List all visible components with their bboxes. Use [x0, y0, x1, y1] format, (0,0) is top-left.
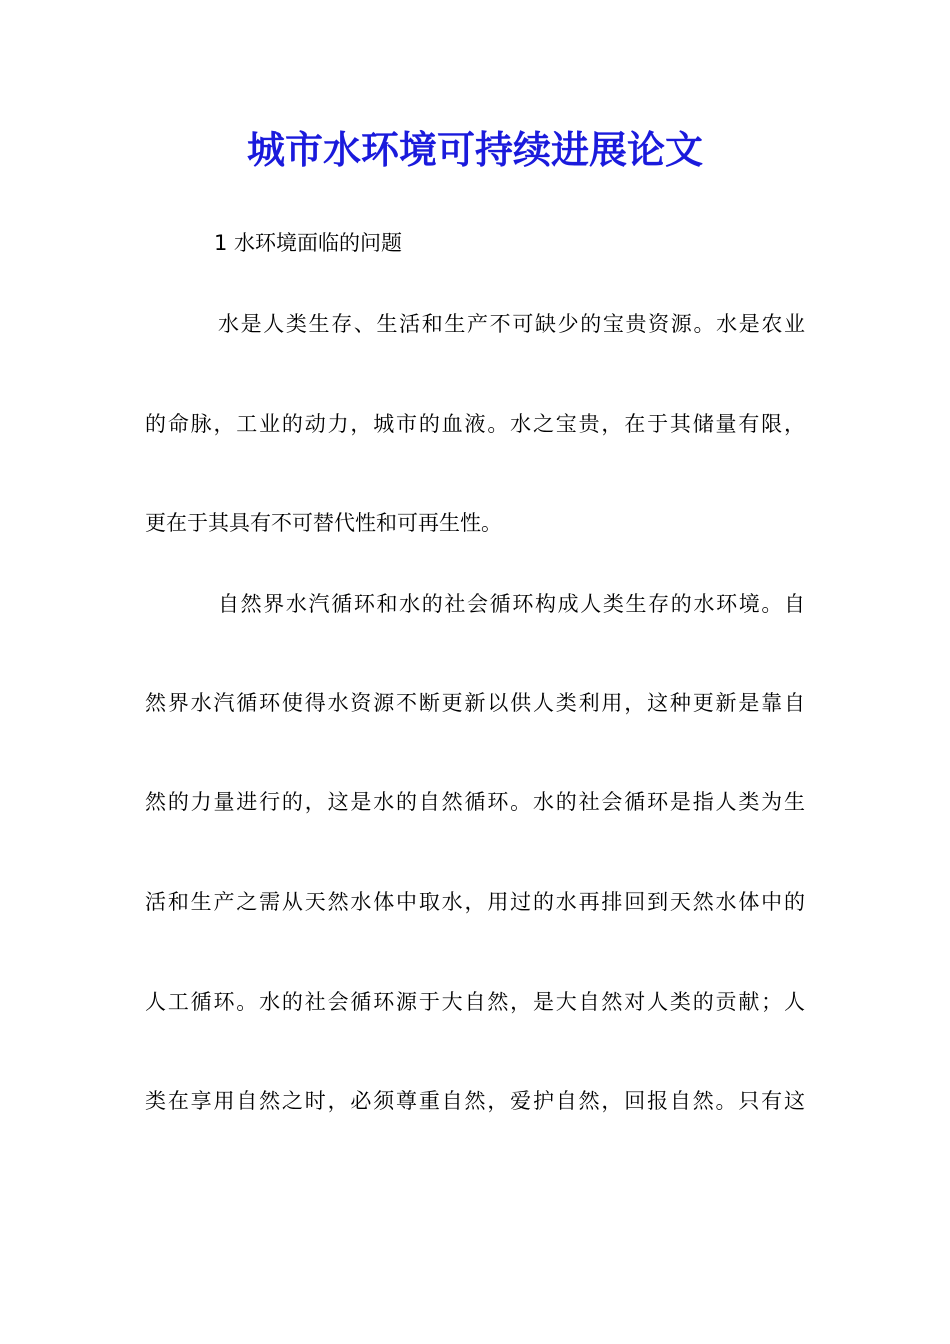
section-heading: 1 水环境面临的问题: [214, 231, 403, 255]
paragraph-line: 活和生产之需从天然水体中取水，用过的水再排回到天然水体中的: [145, 890, 805, 914]
paragraph-line: 然的力量进行的，这是水的自然循环。水的社会循环是指人类为生: [145, 790, 805, 814]
paragraph-line: 的命脉，工业的动力，城市的血液。水之宝贵，在于其储量有限，: [145, 412, 805, 436]
paragraph-line: 自然界水汽循环和水的社会循环构成人类生存的水环境。自: [218, 592, 805, 616]
paragraph-line: 水是人类生存、生活和生产不可缺少的宝贵资源。水是农业: [218, 312, 805, 336]
document-title: 城市水环境可持续进展论文: [246, 127, 703, 172]
paragraph-line: 类在享用自然之时，必须尊重自然，爱护自然，回报自然。只有这: [145, 1089, 805, 1113]
paragraph-line: 人工循环。水的社会循环源于大自然，是大自然对人类的贡献；人: [145, 990, 805, 1014]
paragraph-line: 更在于其具有不可替代性和可再生性。: [145, 511, 502, 535]
paragraph-line: 然界水汽循环使得水资源不断更新以供人类利用，这种更新是靠自: [145, 691, 805, 715]
